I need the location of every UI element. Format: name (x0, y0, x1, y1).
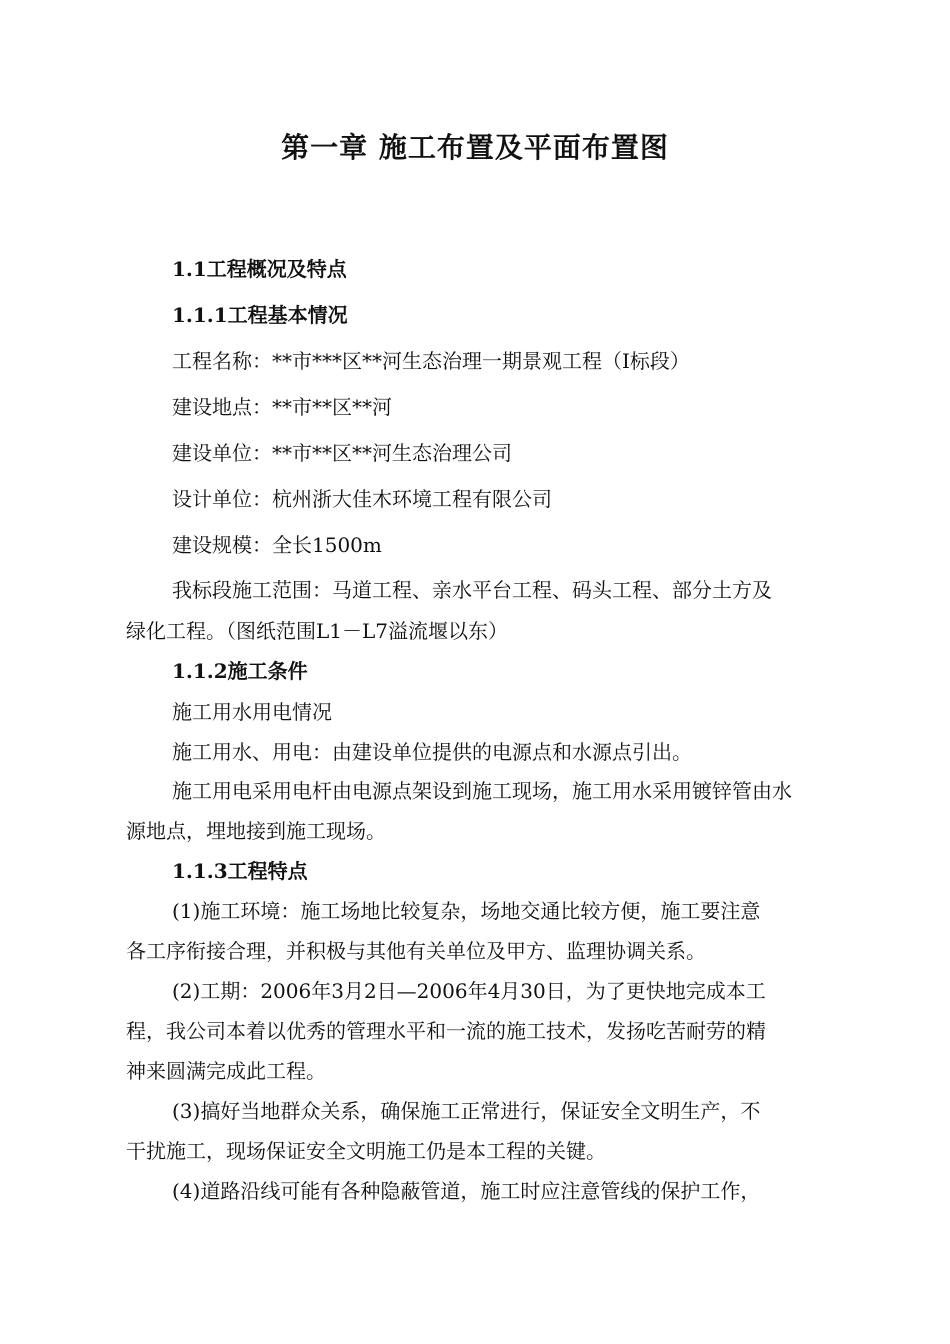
feature-2-line-2: 程，我公司本着以优秀的管理水平和一流的施工技术，发扬吃苦耐劳的精 (126, 1019, 766, 1043)
water-power-line-2: 源地点，埋地接到施工现场。 (126, 819, 386, 843)
feature-1-line-2: 各工序衔接合理，并积极与其他有关单位及甲方、监理协调关系。 (126, 939, 706, 963)
scale-line: 建设规模：全长1500m (172, 533, 382, 557)
section-heading-1-1-1: 1.1.1工程基本情况 (172, 303, 348, 327)
owner-line: 建设单位：**市**区**河生态治理公司 (172, 441, 512, 465)
water-power-title: 施工用水用电情况 (172, 700, 332, 724)
water-power-line-1: 施工用电采用电杆由电源点架设到施工现场，施工用水采用镀锌管由水 (172, 779, 792, 803)
scope-line-1: 我标段施工范围：马道工程、亲水平台工程、码头工程、部分土方及 (172, 578, 772, 602)
section-heading-1-1-3: 1.1.3工程特点 (172, 859, 308, 883)
feature-1-line-1: (1)施工环境：施工场地比较复杂，场地交通比较方便，施工要注意 (172, 899, 761, 923)
feature-2-line-1: (2)工期：2006年3月2日—2006年4月30日，为了更快地完成本工 (172, 979, 766, 1003)
location-line: 建设地点：**市**区**河 (172, 395, 392, 419)
feature-2-line-3: 神来圆满完成此工程。 (126, 1059, 326, 1083)
feature-3-line-2: 干扰施工，现场保证安全文明施工仍是本工程的关键。 (126, 1139, 606, 1163)
section-heading-1-1-2: 1.1.2施工条件 (172, 659, 308, 683)
section-heading-1-1: 1.1工程概况及特点 (172, 257, 347, 281)
scope-line-2: 绿化工程。（图纸范围L1－L7溢流堰以东） (126, 619, 509, 643)
water-power-source: 施工用水、用电：由建设单位提供的电源点和水源点引出。 (172, 740, 692, 764)
project-name-line: 工程名称：**市***区**河生态治理一期景观工程（Ⅰ标段） (172, 349, 690, 373)
designer-line: 设计单位：杭州浙大佳木环境工程有限公司 (172, 487, 552, 511)
feature-3-line-1: (3)搞好当地群众关系，确保施工正常进行，保证安全文明生产，不 (172, 1099, 761, 1123)
feature-4-line-1: (4)道路沿线可能有各种隐蔽管道，施工时应注意管线的保护工作， (172, 1179, 761, 1203)
chapter-title: 第一章 施工布置及平面布置图 (281, 131, 669, 164)
